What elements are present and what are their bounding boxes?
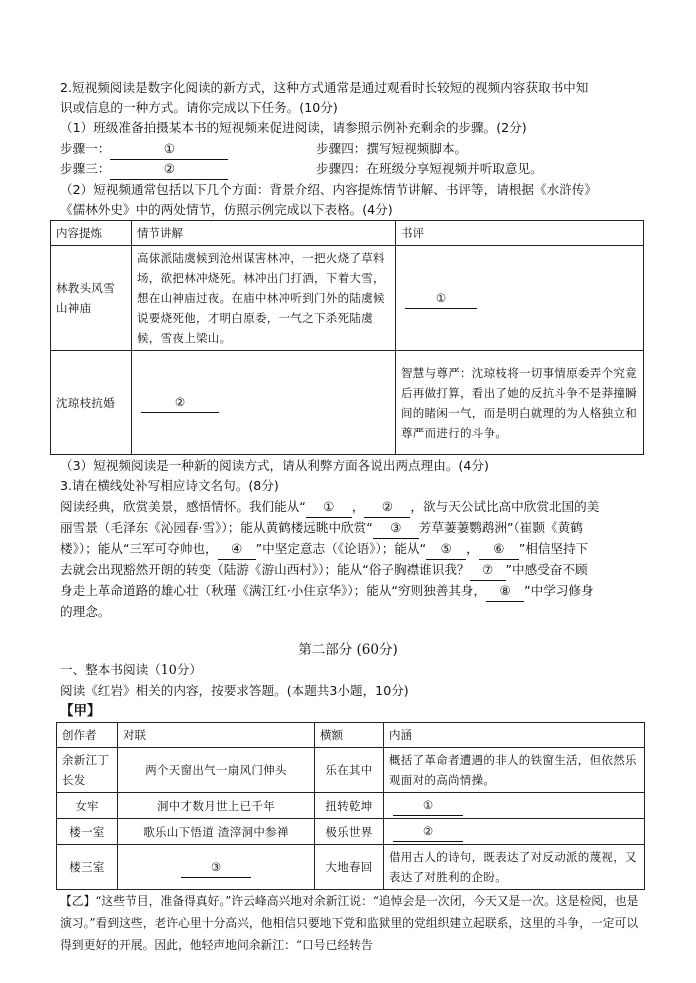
step1	[60, 139, 228, 160]
q3-l2-text: 丽雪景（毛泽东《沁园春·雪》）；能从黄鹤楼远眺中欣赏“	[60, 520, 373, 535]
cell-c2-couplet: 洞中才数月世上已千年	[118, 793, 315, 819]
th-content: 内容提炼	[51, 221, 132, 246]
poem-blank-3: ③	[373, 518, 419, 539]
cell-c1-banner: 乐在其中	[315, 748, 384, 793]
step2: 步骤四：撰写短视频脚本。	[316, 141, 468, 156]
couplet-blank-2: ②	[393, 821, 463, 842]
q3-l2b-text: 芳草萋萋鹦鹉洲”（崔颢《黄鹤	[418, 520, 583, 535]
poem-blank-8: ⑧	[486, 581, 524, 602]
cell-r1-review	[396, 246, 644, 351]
step1-blank: ①	[110, 139, 228, 160]
th-review: 书评	[396, 221, 644, 246]
th-plot: 情节讲解	[132, 221, 396, 246]
poem-blank-2: ②	[364, 497, 410, 518]
cell-c4-banner: 大地春回	[315, 845, 384, 890]
q3-l1b-text: ，欲与天公试比高中欣赏北国的美	[410, 499, 600, 514]
step1-label: 步骤一：	[60, 141, 111, 156]
q3-l4	[60, 560, 588, 581]
cell-r2-plot	[132, 351, 396, 455]
table-blank-1: ①	[405, 288, 477, 309]
q2-task3: （3）短视频阅读是一种新的阅读方式，请从利弊方面各说出两点理由。(4分)	[60, 458, 489, 473]
cell-c3-banner: 极乐世界	[315, 819, 384, 845]
cell-r1-content: 林教头风雪山神庙	[51, 246, 132, 351]
couplet-blank-3: ③	[181, 857, 251, 878]
q3-sep1: ，	[351, 499, 365, 514]
cell-c1-meaning: 概括了革命者遭遇的非人的铁窗生活，但依然乐观面对的高尚情操。	[384, 748, 645, 793]
q2-line2: 识或信息的一种方式。请你完成以下任务。(10分)	[60, 100, 338, 115]
cell-c4-meaning: 借用古人的诗句，既表达了对反动派的蔑视，又表达了对胜利的企盼。	[384, 845, 645, 890]
q2-task2-line2: 《儒林外史》中的两处情节，仿照示例完成以下表格。(4分)	[60, 202, 393, 217]
cell-c4-author: 楼三室	[57, 845, 118, 890]
cell-c3-meaning	[384, 819, 645, 845]
q2-task2-line1: （2）短视频通常包括以下几个方面：背景介绍、内容提炼情节讲解、书评等，请根据《水浒传》	[60, 182, 597, 197]
cell-c3-author: 楼一室	[57, 819, 118, 845]
couplet-table	[56, 722, 645, 890]
q3-l4b-text: ”中感受奋不顾	[505, 562, 588, 577]
q3-l5	[60, 581, 594, 602]
q3-sep2: ，	[466, 541, 479, 556]
q3-l2	[60, 518, 583, 539]
q3-l5b-text: ”中学习修身	[524, 583, 594, 598]
q3-l1-text: 阅读经典，欣赏美景，感悟情怀。我们能从“	[60, 499, 306, 514]
cell-c4-couplet	[118, 845, 315, 890]
section-heading: 一、整本书阅读（10分）	[60, 662, 202, 677]
q3-l1	[60, 497, 599, 518]
poem-blank-1: ①	[306, 497, 352, 518]
cell-c3-couplet: 歌乐山下悟道 渣滓洞中参禅	[118, 819, 315, 845]
q2-line1: 2.短视频阅读是数字化阅读的新方式，这种方式通常是通过观看时长较短的视频内容获取书中知	[60, 80, 589, 95]
cell-c1-author: 余新江丁长发	[57, 748, 118, 793]
jia-label: 【甲】	[60, 703, 101, 719]
th-banner: 横额	[315, 723, 384, 748]
couplet-blank-1: ①	[393, 795, 463, 816]
q3-l4a-text: 去就会出现豁然开朗的转变（陆游《游山西村》）；能从“俗子胸襟谁识我？	[60, 562, 470, 577]
part2-title: 第二部分 (60分)	[298, 642, 398, 658]
th-couplet: 对联	[118, 723, 315, 748]
plot-table	[50, 220, 644, 455]
yi-passage: 【乙】“这些节目，准备得真好。”许云峰高兴地对余新江说：“追悼会是一次闭，今天又是一次。这是检阅，也是演习。”看到这些，老许心里十分高兴，他相信只要地下党和监狱里的党组织建立起联系，这里的斗争，一定可以得到更好的开展。因此，他轻声地问余新江：“口号已经转告	[60, 894, 639, 952]
cell-r2-content: 沈琼枝抗婚	[51, 351, 132, 455]
q3-l6: 的理念。	[60, 604, 111, 619]
poem-blank-7: ⑦	[470, 560, 506, 581]
q3-l5a-text: 身走上革命道路的雄心壮（秋瑾《满江红·小住京华》）；能从“穷则独善其身，	[60, 583, 487, 598]
q2-task1: （1）班级准备拍摄某本书的短视频来促进阅读，请参照示例补充剩余的步骤。(2分)	[60, 120, 527, 135]
step3-blank: ②	[110, 159, 228, 180]
q3-l3b-text: ”中坚定意志（《论语》）；能从“	[255, 541, 427, 556]
th-meaning: 内涵	[384, 723, 645, 748]
q3-title: 3.请在横线处补写相应诗文名句。(8分)	[60, 478, 279, 493]
poem-blank-4: ④	[218, 539, 256, 560]
q3-l3a-text: 楼》）；能从“三军可夺帅也，	[60, 541, 218, 556]
q3-l3	[60, 539, 588, 560]
poem-blank-6: ⑥	[479, 539, 519, 560]
poem-blank-5: ⑤	[426, 539, 466, 560]
cell-r1-plot: 高俅派陆虞候到沧州谋害林冲，一把火烧了草料场，欲把林冲烧死。林冲出门打酒，下着大雪，想在山神庙过夜。在庙中林冲听到门外的陆虞候说要烧死他，才明白原委，一气之下杀死陆虞候，雪夜上梁山。	[132, 246, 396, 351]
table-blank-2: ②	[141, 392, 219, 413]
cell-c1-couplet: 两个天窗出气一扇风门伸头	[118, 748, 315, 793]
step4: 步骤四：在班级分享短视频并听取意见。	[316, 161, 543, 176]
step3-label: 步骤三：	[60, 161, 111, 176]
section-intro: 阅读《红岩》相关的内容，按要求答题。(本题共3小题，10分)	[60, 683, 409, 698]
step3	[60, 159, 228, 180]
q3-l3c-text: ”相信坚持下	[518, 541, 589, 556]
cell-r2-review: 智慧与尊严：沈琼枝将一切事情原委弄个究竟后再做打算，看出了她的反抗斗争不是莽撞瞬间的睹闲一气，而是明白就理的为人格独立和尊严而进行的斗争。	[396, 351, 644, 455]
th-author: 创作者	[57, 723, 118, 748]
cell-c2-meaning	[384, 793, 645, 819]
cell-c2-banner: 扭转乾坤	[315, 793, 384, 819]
cell-c2-author: 女牢	[57, 793, 118, 819]
